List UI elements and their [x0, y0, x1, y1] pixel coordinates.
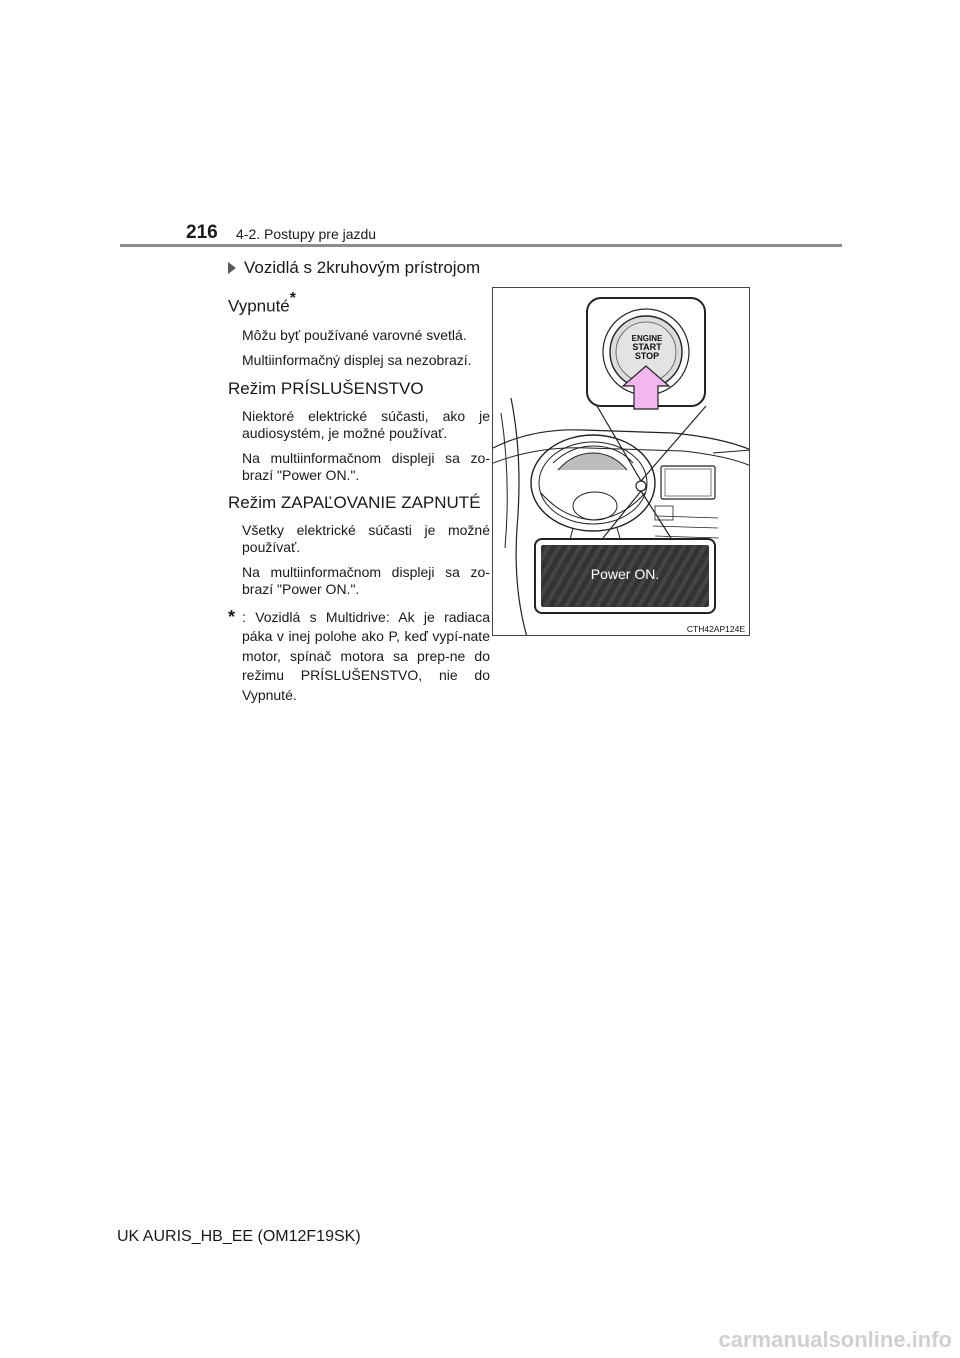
off-line-2: Multiinformačný displej sa nezobrazí.	[242, 351, 472, 368]
ignition-line-1: Všetky elektrické súčasti je možné používať.	[242, 521, 490, 555]
section-title: 4-2. Postupy pre jazdu	[236, 226, 377, 242]
display-callout	[534, 538, 716, 614]
triangle-bullet-icon	[228, 262, 236, 274]
bullet-text: Vozidlá s 2kruhovým prístrojom	[244, 258, 481, 277]
off-heading	[228, 292, 490, 317]
footer-text: UK AURIS_HB_EE (OM12F19SK)	[117, 1228, 361, 1245]
header-rule	[120, 244, 842, 247]
dashboard-illustration	[492, 287, 750, 636]
bullet-heading	[228, 258, 490, 278]
button-line-engine: ENGINE	[631, 334, 663, 343]
accessory-line-1: Niektoré elektrické súčasti, ako je audiosystém, je možné používať.	[242, 407, 490, 441]
off-marker: *	[289, 290, 296, 307]
footnote-marker: *	[228, 606, 236, 627]
watermark: carmanualsonline.info	[718, 1327, 952, 1352]
ignition-heading: Režim ZAPAĽOVANIE ZAPNUTÉ	[228, 492, 481, 512]
ignition-line-2: Na multiinformačnom displeji sa zo-brazí "Power ON.".	[242, 563, 490, 597]
button-line-start: START	[632, 342, 662, 352]
text-column	[228, 252, 490, 705]
figure-code: CTH42AP124E	[686, 624, 745, 634]
off-line-1: Môžu byť používané varovné svetlá.	[242, 326, 467, 343]
footnote-text: : Vozidlá s Multidrive: Ak je radiaca páka v inej polohe ako P, keď vypí-nate motor, spínač motora sa prep-ne do režimu PRÍSLUŠENSTVO, nie do Vypnuté.	[242, 608, 490, 703]
off-title: Vypnuté	[228, 296, 290, 316]
accessory-line-2: Na multiinformačnom displeji sa zo-brazí "Power ON.".	[242, 449, 490, 483]
footnote	[228, 608, 490, 706]
accessory-heading: Režim PRÍSLUŠENSTVO	[228, 378, 424, 398]
display-text: Power ON.	[590, 566, 660, 582]
button-line-stop: STOP	[634, 351, 660, 361]
page-number: 216	[186, 222, 218, 243]
